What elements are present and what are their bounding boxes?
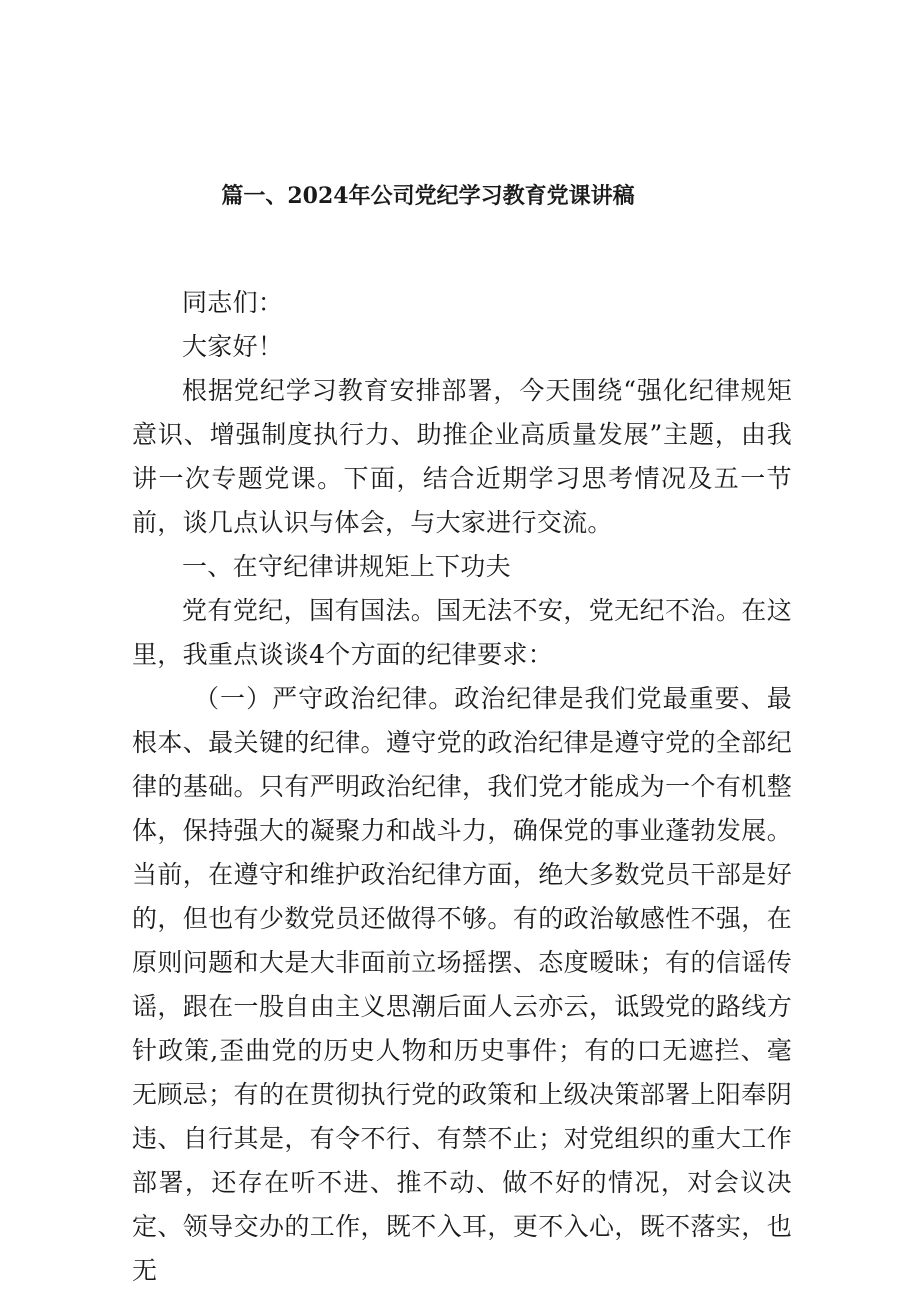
salutation: 同志们： [182, 288, 284, 317]
greeting: 大家好！ [182, 332, 284, 361]
section-heading: 一、在守纪律讲规矩上下功夫 [182, 552, 511, 581]
intro-paragraph: 根据党纪学习教育安排部署，今天围绕“强化纪律规矩意识、增强制度执行力、助推企业高质量发展”主题，由我讲一次专题党课。下面，结合近期学习思考情况及五一节前，谈几点认识与体会，与大家进行交流。 [132, 376, 792, 537]
document-body [132, 281, 792, 1293]
body-paragraph: 党有党纪，国有国法。国无法不安，党无纪不治。在这里，我重点谈谈4个方面的纪律要求： [132, 596, 792, 669]
document-title: 篇一、2024年公司党纪学习教育党课讲稿 [221, 183, 635, 209]
body-paragraph: （一）严守政治纪律。政治纪律是我们党最重要、最根本、最关键的纪律。遵守党的政治纪律是遵守党的全部纪律的基础。只有严明政治纪律，我们党才能成为一个有机整体，保持强大的凝聚力和战斗力，确保党的事业蓬勃发展。当前，在遵守和维护政治纪律方面，绝大多数党员干部是好的，但也有少数党员还做得不够。有的政治敏感性不强，在原则问题和大是大非面前立场摇摆、态度暧昧；有的信谣传谣，跟在一股自由主义思潮后面人云亦云，诋毁党的路线方针政策,歪曲党的历史人物和历史事件；有的口无遮拦、毫无顾忌；有的在贯彻执行党的政策和上级决策部署上阳奉阴违、自行其是，有令不行、有禁不止；对党组织的重大工作部署，还存在听不进、推不动、做不好的情况，对会议决定、领导交办的工作，既不入耳，更不入心，既不落实，也无 [132, 684, 792, 1285]
